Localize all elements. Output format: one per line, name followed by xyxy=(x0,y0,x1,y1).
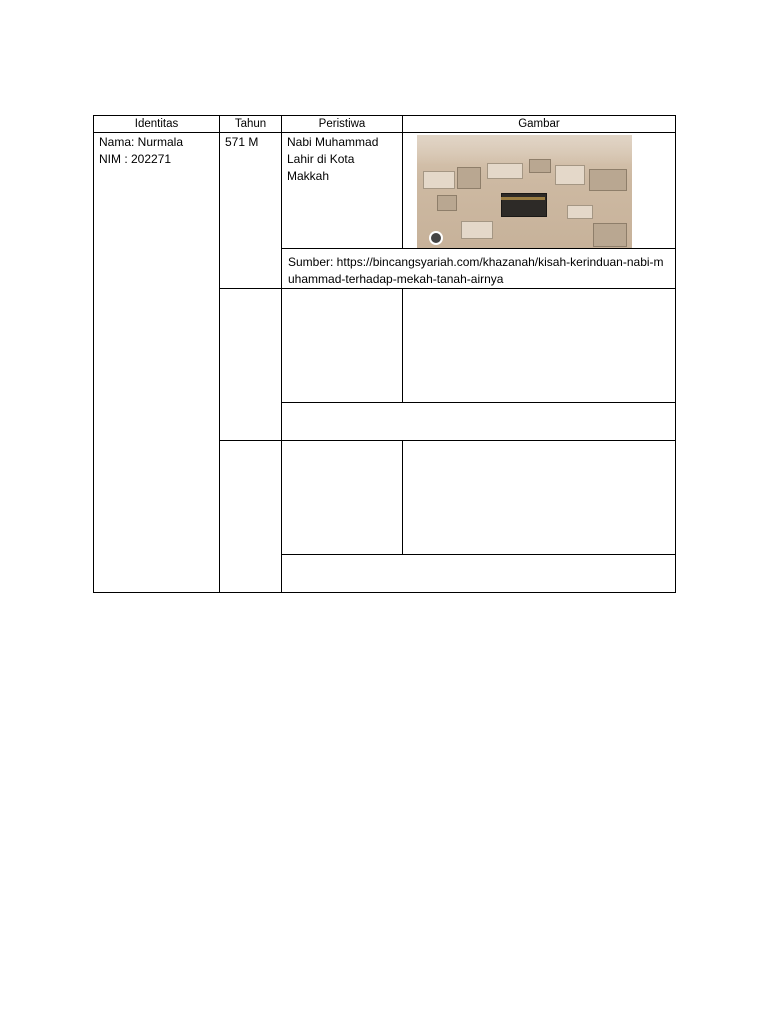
tahun-value: 571 M xyxy=(225,135,259,149)
gambar-cell xyxy=(403,133,676,249)
photo-building xyxy=(593,223,627,247)
source-cell xyxy=(282,555,676,593)
photo-building xyxy=(457,167,481,189)
photo-building xyxy=(461,221,493,239)
peristiwa-cell xyxy=(282,133,403,249)
header-tahun: Tahun xyxy=(220,116,282,133)
photo-building xyxy=(567,205,593,219)
header-identitas: Identitas xyxy=(94,116,220,133)
source-cell xyxy=(282,403,676,441)
timeline-table xyxy=(93,115,676,593)
peristiwa-line: Lahir di Kota xyxy=(287,152,355,166)
header-row xyxy=(94,116,676,133)
photo-building xyxy=(529,159,551,173)
identity-cell xyxy=(94,133,220,593)
gambar-cell xyxy=(403,289,676,403)
table-row xyxy=(94,133,676,249)
source-text xyxy=(282,403,675,408)
identity-nim: NIM : 202271 xyxy=(99,152,172,166)
photo-watermark-icon xyxy=(429,231,443,245)
photo-building xyxy=(423,171,455,189)
photo-building xyxy=(437,195,457,211)
header-peristiwa: Peristiwa xyxy=(282,116,403,133)
tahun-cell xyxy=(220,133,282,289)
kaaba-band xyxy=(501,197,545,200)
source-text: Sumber: https://bincangsyariah.com/khazanah/kisah-kerinduan-nabi-muhammad-terhadap-mekah-tanah-airnya xyxy=(288,255,664,286)
source-cell xyxy=(282,249,676,289)
photo-sky-haze xyxy=(417,135,632,165)
peristiwa-line: Makkah xyxy=(287,169,330,183)
peristiwa-cell xyxy=(282,289,403,403)
identity-name: Nama: Nurmala xyxy=(99,135,184,149)
peristiwa-line: Nabi Muhammad xyxy=(287,135,379,149)
gambar-cell xyxy=(403,441,676,555)
peristiwa-cell xyxy=(282,441,403,555)
photo-building xyxy=(487,163,523,179)
source-text xyxy=(282,555,675,560)
tahun-cell xyxy=(220,289,282,441)
photo-building xyxy=(555,165,585,185)
photo-building xyxy=(589,169,627,191)
tahun-cell xyxy=(220,441,282,593)
mecca-photo xyxy=(417,135,632,248)
header-gambar: Gambar xyxy=(403,116,676,133)
